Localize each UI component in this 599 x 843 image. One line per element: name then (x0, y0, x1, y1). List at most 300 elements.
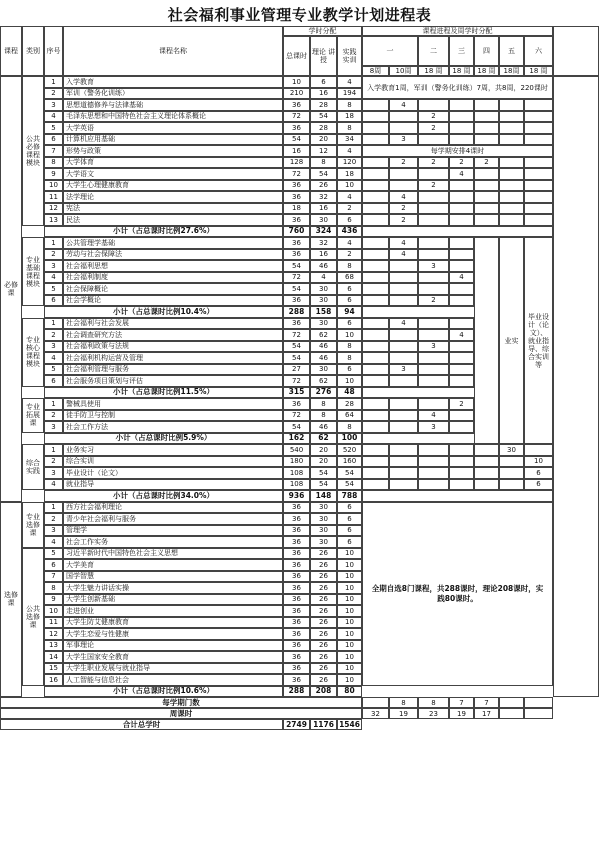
subtotal-total: 760 (283, 226, 310, 238)
elective-label: 选修课 (0, 502, 22, 698)
course-seq: 4 (44, 479, 63, 491)
subtotal-practice: 436 (337, 226, 362, 238)
course-theory-hours: 26 (310, 559, 337, 571)
course-seq: 4 (44, 536, 63, 548)
course-practice-hours: 6 (337, 295, 362, 307)
course-theory-hours: 62 (310, 375, 337, 387)
course-week-hours (449, 111, 474, 123)
course-week-hours (524, 180, 553, 192)
course-total-hours: 108 (283, 479, 310, 491)
course-week-hours (449, 249, 474, 261)
course-name: 大学生魅力讲话实操 (63, 582, 283, 594)
course-total-hours: 54 (283, 341, 310, 353)
course-week-hours (499, 456, 524, 468)
course-week-hours: 2 (389, 214, 418, 226)
course-name: 社会福利与社会发展 (63, 318, 283, 330)
course-week-hours (524, 134, 553, 146)
course-name: 人工智能与信息社会 (63, 674, 283, 686)
course-week-hours (389, 421, 418, 433)
course-total-hours: 27 (283, 364, 310, 376)
course-week-hours: 4 (389, 237, 418, 249)
course-total-hours: 54 (283, 134, 310, 146)
course-theory-hours: 26 (310, 571, 337, 583)
header-week: 18 周 (474, 66, 499, 76)
courses-per-term: 8 (418, 697, 449, 708)
course-total-hours: 36 (283, 651, 310, 663)
subtotal-practice: 80 (337, 686, 362, 698)
course-seq: 12 (44, 203, 63, 215)
course-week-hours (418, 203, 449, 215)
course-practice-hours: 10 (337, 571, 362, 583)
course-week-hours (474, 203, 499, 215)
course-week-hours: 2 (418, 122, 449, 134)
course-theory-hours: 54 (310, 111, 337, 123)
course-practice-hours: 6 (337, 214, 362, 226)
course-name: 公共管理学基础 (63, 237, 283, 249)
course-week-hours: 2 (418, 157, 449, 169)
header-week: 18 周 (524, 66, 553, 76)
course-week-hours (362, 122, 389, 134)
course-week-hours (499, 467, 524, 479)
course-week-hours (499, 168, 524, 180)
course-practice-hours: 68 (337, 272, 362, 284)
course-theory-hours: 32 (310, 191, 337, 203)
subtotal-total: 288 (283, 686, 310, 698)
course-name: 管理学 (63, 525, 283, 537)
course-week-hours: 10 (524, 456, 553, 468)
course-week-hours (474, 99, 499, 111)
course-name: 社会工作方法 (63, 421, 283, 433)
course-seq: 2 (44, 410, 63, 422)
course-week-hours (362, 283, 389, 295)
course-week-hours (499, 479, 524, 491)
course-week-hours (389, 283, 418, 295)
weekly-hours: 19 (449, 708, 474, 719)
course-practice-hours: 8 (337, 99, 362, 111)
header-week: 18 周 (449, 66, 474, 76)
weekly-hours: 32 (362, 708, 389, 719)
course-week-hours (389, 168, 418, 180)
course-week-hours (499, 203, 524, 215)
course-week-hours (474, 456, 499, 468)
course-name: 大学生恋爱与性健康 (63, 628, 283, 640)
course-week-hours (524, 203, 553, 215)
course-theory-hours: 26 (310, 582, 337, 594)
course-week-hours (449, 364, 474, 376)
course-theory-hours: 12 (310, 145, 337, 157)
course-week-hours (362, 157, 389, 169)
course-week-hours (362, 467, 389, 479)
course-seq: 1 (44, 318, 63, 330)
course-practice-hours: 10 (337, 640, 362, 652)
course-week-hours (362, 180, 389, 192)
course-theory-hours: 32 (310, 237, 337, 249)
course-week-hours: 2 (474, 157, 499, 169)
subtotal-theory: 62 (310, 433, 337, 445)
course-theory-hours: 30 (310, 502, 337, 514)
practice-blank-s4b (474, 237, 499, 444)
course-week-hours (389, 180, 418, 192)
course-week-hours: 2 (389, 157, 418, 169)
course-week-hours (524, 444, 553, 456)
course-seq: 6 (44, 295, 63, 307)
course-week-hours (389, 410, 418, 422)
course-week-hours (449, 134, 474, 146)
course-total-hours: 180 (283, 456, 310, 468)
course-practice-hours: 2 (337, 203, 362, 215)
course-week-hours (362, 99, 389, 111)
grand-total-label: 合计总学时 (0, 719, 283, 730)
course-total-hours: 540 (283, 444, 310, 456)
header-week: 10周 (389, 66, 418, 76)
course-name: 社会福利政策与法规 (63, 341, 283, 353)
course-name: 西方社会福利理论 (63, 502, 283, 514)
course-total-hours: 36 (283, 548, 310, 560)
course-total-hours: 36 (283, 295, 310, 307)
course-week-hours (418, 375, 449, 387)
course-week-hours: 3 (418, 260, 449, 272)
course-name: 社会福利制度 (63, 272, 283, 284)
course-week-hours: 2 (449, 398, 474, 410)
course-practice-hours: 4 (337, 145, 362, 157)
course-total-hours: 54 (283, 283, 310, 295)
header-semester: 二 (418, 36, 449, 66)
course-seq: 4 (44, 272, 63, 284)
course-theory-hours: 46 (310, 260, 337, 272)
course-practice-hours: 10 (337, 559, 362, 571)
course-week-hours (362, 352, 389, 364)
course-practice-hours: 8 (337, 341, 362, 353)
course-week-hours (474, 479, 499, 491)
course-total-hours: 128 (283, 157, 310, 169)
course-practice-hours: 6 (337, 364, 362, 376)
course-theory-hours: 8 (310, 398, 337, 410)
course-week-hours (362, 375, 389, 387)
course-seq: 3 (44, 421, 63, 433)
course-seq: 1 (44, 444, 63, 456)
course-name: 毛泽东思想和中国特色社会主义理论体系概论 (63, 111, 283, 123)
course-week-hours (524, 191, 553, 203)
course-practice-hours: 18 (337, 111, 362, 123)
course-week-hours (418, 99, 449, 111)
course-total-hours: 36 (283, 191, 310, 203)
course-name: 社会服务项目策划与评估 (63, 375, 283, 387)
public-required-label: 公共必修课程模块 (22, 76, 44, 226)
course-total-hours: 36 (283, 318, 310, 330)
subtotal-label: 小计（占总课时比例27.6%） (44, 226, 283, 238)
course-seq: 2 (44, 456, 63, 468)
course-week-hours (449, 444, 474, 456)
course-week-hours (474, 191, 499, 203)
subtotal-label: 小计（占总课时比例34.0%） (44, 490, 283, 502)
course-name: 青少年社会福利与服务 (63, 513, 283, 525)
course-practice-hours: 54 (337, 479, 362, 491)
course-theory-hours: 30 (310, 364, 337, 376)
course-name: 徒手防卫与控制 (63, 410, 283, 422)
course-seq: 16 (44, 674, 63, 686)
subtotal-label: 小计（占总课时比例10.4%） (44, 306, 283, 318)
course-seq: 2 (44, 249, 63, 261)
course-name: 法学理论 (63, 191, 283, 203)
course-week-hours (474, 180, 499, 192)
course-week-hours: 2 (389, 203, 418, 215)
course-theory-hours: 16 (310, 249, 337, 261)
course-seq: 15 (44, 663, 63, 675)
courses-per-term-label: 每学期门数 (0, 697, 362, 708)
course-week-hours (449, 318, 474, 330)
course-week-hours (389, 341, 418, 353)
course-week-hours (524, 122, 553, 134)
course-seq: 12 (44, 628, 63, 640)
course-name: 思想道德修养与法律基础 (63, 99, 283, 111)
course-week-hours (418, 237, 449, 249)
course-week-hours (418, 191, 449, 203)
course-total-hours: 36 (283, 237, 310, 249)
header-category: 类别 (22, 26, 44, 76)
course-week-hours (474, 168, 499, 180)
header-theory: 理论 讲授 (310, 36, 337, 76)
subtotal-label: 小计（占总课时比例11.5%） (44, 387, 283, 399)
course-week-hours: 3 (418, 341, 449, 353)
course-theory-hours: 20 (310, 134, 337, 146)
course-practice-hours: 10 (337, 582, 362, 594)
course-week-hours (389, 467, 418, 479)
course-seq: 9 (44, 168, 63, 180)
course-week-hours (362, 237, 389, 249)
courses-per-term (524, 697, 553, 708)
course-seq: 3 (44, 525, 63, 537)
course-week-hours (418, 134, 449, 146)
course-week-hours (499, 134, 524, 146)
course-week-hours (449, 410, 474, 422)
course-total-hours: 72 (283, 111, 310, 123)
course-theory-hours: 28 (310, 99, 337, 111)
course-name: 大学体育 (63, 157, 283, 169)
course-theory-hours: 46 (310, 352, 337, 364)
course-seq: 5 (44, 283, 63, 295)
course-seq: 1 (44, 237, 63, 249)
course-name: 社会工作实务 (63, 536, 283, 548)
course-name: 走进创业 (63, 605, 283, 617)
practice-s6-note: 毕业设计（论文）、就业指导、综合实训等 (524, 237, 553, 444)
course-theory-hours: 46 (310, 421, 337, 433)
course-practice-hours: 10 (337, 180, 362, 192)
course-week-hours (499, 214, 524, 226)
course-week-hours (362, 260, 389, 272)
course-name: 就业指导 (63, 479, 283, 491)
course-seq: 2 (44, 88, 63, 100)
course-theory-hours: 26 (310, 628, 337, 640)
course-week-hours (449, 180, 474, 192)
course-week-hours (389, 456, 418, 468)
courses-per-term: 7 (474, 697, 499, 708)
course-week-hours (474, 444, 499, 456)
course-theory-hours: 8 (310, 410, 337, 422)
course-total-hours: 36 (283, 617, 310, 629)
course-name: 入学教育 (63, 76, 283, 88)
course-seq: 2 (44, 329, 63, 341)
course-name: 习近平新时代中国特色社会主义思想 (63, 548, 283, 560)
course-week-hours (389, 352, 418, 364)
course-week-hours: 30 (499, 444, 524, 456)
subtotal-total: 315 (283, 387, 310, 399)
course-total-hours: 72 (283, 410, 310, 422)
course-total-hours: 54 (283, 352, 310, 364)
course-seq: 10 (44, 605, 63, 617)
header-week: 18 周 (418, 66, 449, 76)
course-week-hours (418, 318, 449, 330)
course-practice-hours: 10 (337, 605, 362, 617)
course-week-hours (362, 214, 389, 226)
pro-elective-label: 专业选修课 (22, 502, 44, 548)
course-week-hours (474, 214, 499, 226)
course-seq: 14 (44, 651, 63, 663)
course-practice-hours: 520 (337, 444, 362, 456)
course-week-hours (418, 398, 449, 410)
course-seq: 4 (44, 352, 63, 364)
course-week-hours: 3 (389, 134, 418, 146)
course-practice-hours: 6 (337, 318, 362, 330)
course-theory-hours: 6 (310, 76, 337, 88)
military-note: 入学教育1周，军训（警务化训练）7周，共8周，220课时 (362, 76, 553, 99)
course-practice-hours: 4 (337, 191, 362, 203)
course-practice-hours: 120 (337, 157, 362, 169)
course-practice-hours: 6 (337, 513, 362, 525)
course-seq: 5 (44, 364, 63, 376)
course-name: 军训（警务化训练） (63, 88, 283, 100)
course-practice-hours: 4 (337, 76, 362, 88)
course-practice-hours: 6 (337, 502, 362, 514)
course-practice-hours: 10 (337, 548, 362, 560)
course-week-hours (449, 122, 474, 134)
course-practice-hours: 8 (337, 421, 362, 433)
course-week-hours (362, 479, 389, 491)
course-seq: 1 (44, 502, 63, 514)
header-week: 18周 (499, 66, 524, 76)
course-theory-hours: 30 (310, 295, 337, 307)
course-week-hours: 2 (418, 180, 449, 192)
course-total-hours: 36 (283, 674, 310, 686)
course-total-hours: 72 (283, 168, 310, 180)
course-theory-hours: 28 (310, 122, 337, 134)
course-week-hours (362, 111, 389, 123)
subtotal-label: 小计（占总课时比例10.6%） (44, 686, 283, 698)
course-week-hours (418, 364, 449, 376)
course-week-hours (389, 479, 418, 491)
course-practice-hours: 54 (337, 467, 362, 479)
course-total-hours: 108 (283, 467, 310, 479)
weekly-hours (499, 708, 524, 719)
course-week-hours: 3 (389, 364, 418, 376)
course-week-hours (474, 467, 499, 479)
course-seq: 8 (44, 582, 63, 594)
course-name: 军事理论 (63, 640, 283, 652)
course-seq: 1 (44, 398, 63, 410)
course-practice-hours: 6 (337, 536, 362, 548)
course-practice-hours: 2 (337, 249, 362, 261)
course-week-hours (362, 329, 389, 341)
course-week-hours (362, 203, 389, 215)
subtotal-total: 288 (283, 306, 310, 318)
header-week: 8周 (362, 66, 389, 76)
course-week-hours (389, 375, 418, 387)
course-week-hours: 4 (418, 410, 449, 422)
course-week-hours (449, 260, 474, 272)
course-theory-hours: 30 (310, 536, 337, 548)
course-practice-hours: 10 (337, 375, 362, 387)
course-theory-hours: 8 (310, 157, 337, 169)
course-total-hours: 210 (283, 88, 310, 100)
course-theory-hours: 26 (310, 548, 337, 560)
header-course-name: 课程名称 (63, 26, 283, 76)
course-seq: 5 (44, 122, 63, 134)
course-week-hours (389, 295, 418, 307)
weekly-hours: 19 (389, 708, 418, 719)
course-week-hours (449, 352, 474, 364)
course-week-hours (449, 375, 474, 387)
subtotal-theory: 148 (310, 490, 337, 502)
subtotal-theory: 208 (310, 686, 337, 698)
course-seq: 11 (44, 191, 63, 203)
course-practice-hours: 8 (337, 260, 362, 272)
course-week-hours: 4 (449, 168, 474, 180)
course-total-hours: 36 (283, 525, 310, 537)
course-week-hours: 3 (418, 421, 449, 433)
course-total-hours: 72 (283, 329, 310, 341)
course-theory-hours: 4 (310, 272, 337, 284)
course-week-hours (499, 180, 524, 192)
course-practice-hours: 10 (337, 594, 362, 606)
course-week-hours: 2 (418, 111, 449, 123)
course-seq: 7 (44, 145, 63, 157)
course-seq: 13 (44, 214, 63, 226)
course-week-hours (362, 444, 389, 456)
course-theory-hours: 30 (310, 214, 337, 226)
course-total-hours: 36 (283, 214, 310, 226)
course-week-hours (418, 352, 449, 364)
subtotal-theory: 276 (310, 387, 337, 399)
course-theory-hours: 54 (310, 168, 337, 180)
required-label: 必修课 (0, 76, 22, 502)
course-week-hours (418, 168, 449, 180)
subtotal-practice: 48 (337, 387, 362, 399)
course-week-hours (449, 214, 474, 226)
course-total-hours: 54 (283, 260, 310, 272)
course-practice-hours: 8 (337, 352, 362, 364)
course-seq: 3 (44, 260, 63, 272)
course-seq: 3 (44, 341, 63, 353)
course-week-hours (499, 191, 524, 203)
course-week-hours (418, 272, 449, 284)
course-theory-hours: 26 (310, 663, 337, 675)
weekly-hours (524, 708, 553, 719)
course-total-hours: 36 (283, 594, 310, 606)
course-week-hours: 4 (389, 249, 418, 261)
course-week-hours (449, 99, 474, 111)
course-week-hours (362, 318, 389, 330)
course-week-hours (362, 168, 389, 180)
course-total-hours: 36 (283, 180, 310, 192)
subtotal-blank (362, 226, 553, 238)
course-practice-hours: 6 (337, 283, 362, 295)
course-practice-hours: 6 (337, 525, 362, 537)
course-week-hours (474, 122, 499, 134)
pe-note: 每学期安排4课时 (362, 145, 553, 157)
subtotal-practice: 788 (337, 490, 362, 502)
subtotal-practice: 100 (337, 433, 362, 445)
course-week-hours (389, 329, 418, 341)
right-blank-column (553, 76, 599, 697)
